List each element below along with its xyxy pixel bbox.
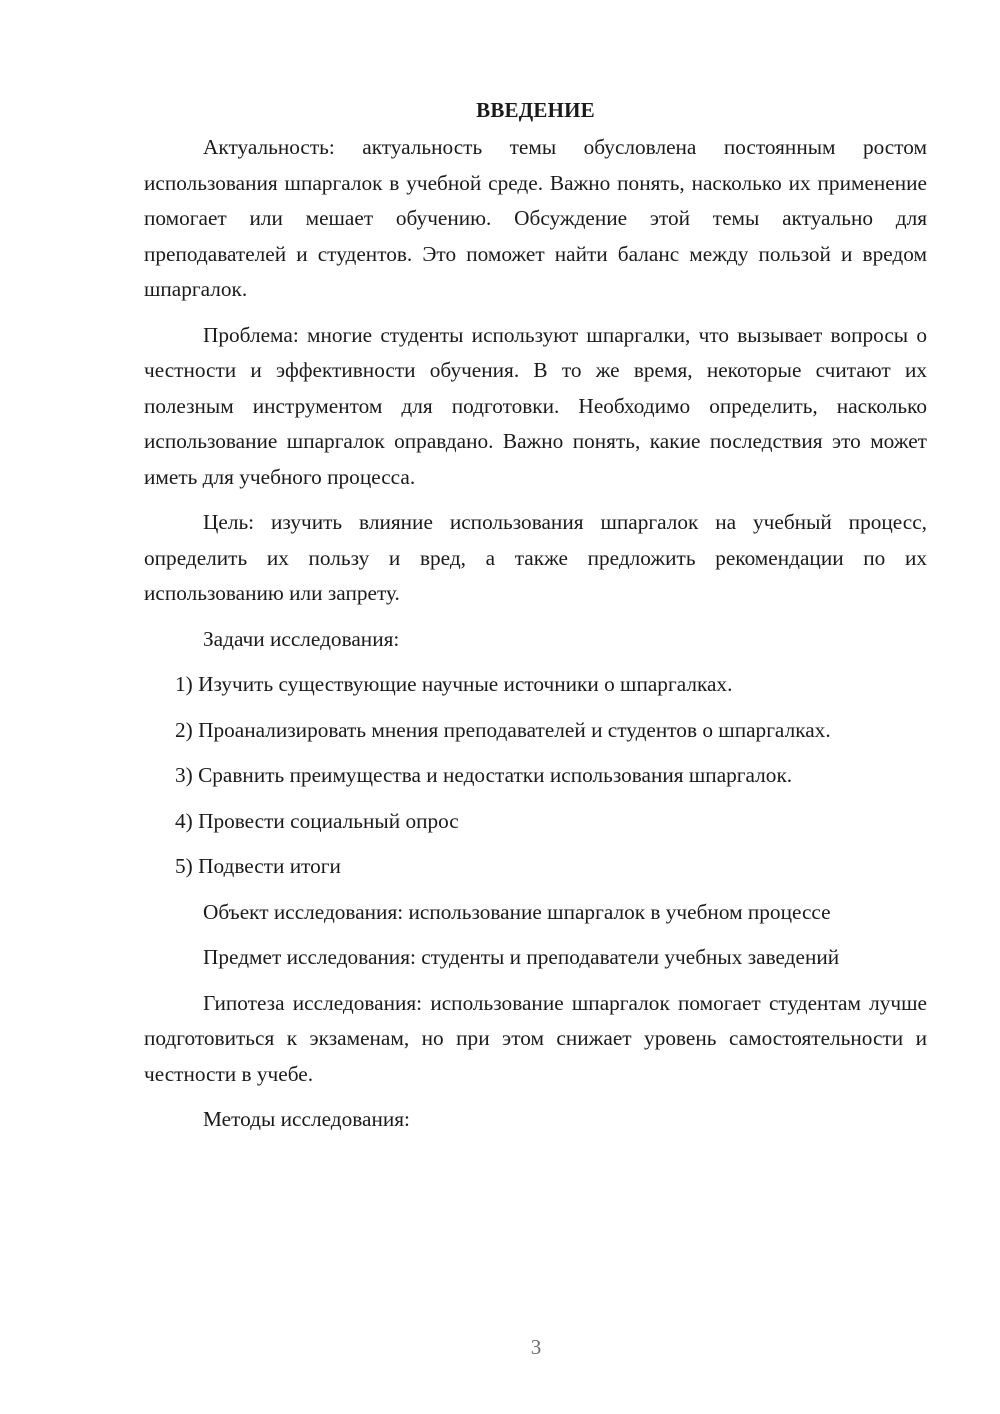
- paragraph-methods: Методы исследования:: [203, 1107, 410, 1131]
- paragraph-tasks-heading: Задачи исследования:: [203, 626, 400, 651]
- section-title: ВВЕДЕНИЕ: [476, 98, 595, 122]
- task-item-4: 4) Провести социальный опрос: [175, 808, 459, 833]
- document-page: [144, 95, 927, 1148]
- paragraph-subject: Предмет исследования: студенты и преподаватели учебных заведений: [203, 945, 840, 969]
- paragraph-object: Объект исследования: использование шпаргалок в учебном процессе: [203, 899, 831, 924]
- paragraph-goal: Цель: изучить влияние использования шпаргалок на учебный процесс, определить их пользу и вред, а также предложить рекомендации по их использованию или запрету.: [144, 510, 927, 605]
- task-item-1: 1) Изучить существующие научные источники о шпаргалках.: [175, 672, 733, 696]
- task-item-5: 5) Подвести итоги: [175, 854, 341, 878]
- paragraph-relevance: Актуальность: актуальность темы обусловлена постоянным ростом использования шпаргалок в учебной среде. Важно понять, насколько их применение помогает или мешает обучению. Обсуждение этой темы актуально для преподавателей и студентов. Это поможет найти баланс между пользой и вредом шпаргалок.: [144, 135, 927, 301]
- paragraph-hypothesis: Гипотеза исследования: использование шпаргалок помогает студентам лучше подготовиться к экзаменам, но при этом снижает уровень самостоятельности и честности в учебе.: [144, 990, 927, 1086]
- task-item-2: 2) Проанализировать мнения преподавателей и студентов о шпаргалках.: [175, 717, 831, 742]
- paragraph-problem: Проблема: многие студенты используют шпаргалки, что вызывает вопросы о честности и эффективности обучения. В то же время, некоторые считают их полезным инструментом для подготовки. Необходимо определить, насколько использование шпаргалок оправдано. Важно понять, какие последствия это может иметь для учебного процесса.: [144, 322, 927, 489]
- page-number: 3: [530, 1335, 542, 1359]
- task-item-3: 3) Сравнить преимущества и недостатки использования шпаргалок.: [175, 763, 793, 787]
